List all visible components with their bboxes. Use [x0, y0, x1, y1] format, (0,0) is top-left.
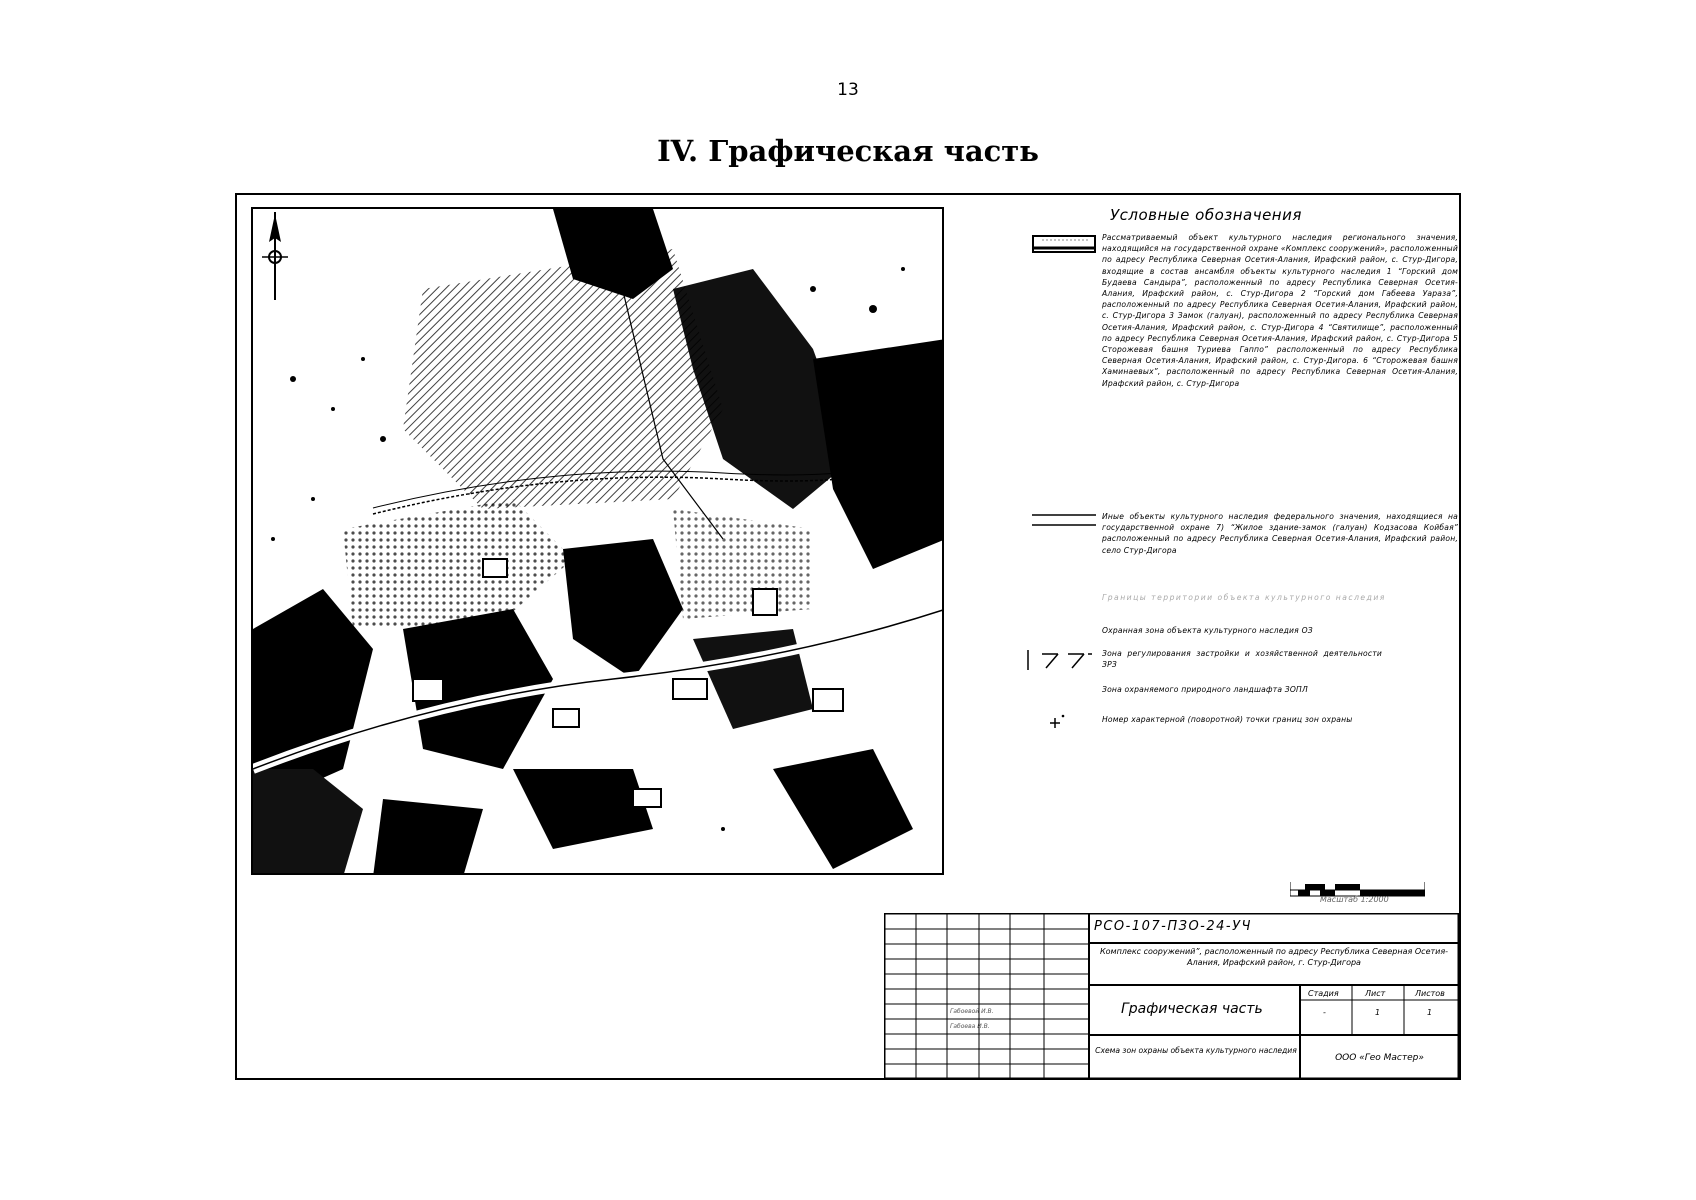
- sheets-value: 1: [1427, 1008, 1433, 1017]
- legend-symbol-heritage-object: [1032, 234, 1096, 254]
- sheets-header: Листов: [1415, 989, 1445, 998]
- legend-text-federal-objects: Иные объекты культурного наследия федерального значения, находящиеся на государственной охране 7) “Жилое здание-замок (галуан) Кодзасова Койбая” расположенный по адресу Республика Северная Осетия-Алания, Ирафский район, село Стур-Дигора: [1102, 512, 1458, 555]
- legend-title: Условные обозначения: [1110, 206, 1302, 224]
- stage-header: Стадия: [1308, 989, 1339, 998]
- organization-name: ООО «Гео Мастер»: [1335, 1053, 1424, 1063]
- legend-text-landscape-zone: Зона охраняемого природного ландшафта ЗОПЛ: [1102, 685, 1308, 694]
- scale-label: Масштаб 1:2000: [1320, 895, 1389, 904]
- legend-symbol-point-icon: [1050, 714, 1066, 728]
- north-arrow-icon: [262, 212, 288, 302]
- title-block: [884, 913, 1459, 1079]
- legend-text-faint-entry: Границы территории объекта культурного наследия: [1102, 593, 1386, 602]
- legend-symbol-federal-objects: [1032, 513, 1096, 527]
- title-block-signatory-2: Габоева И.В.: [950, 1023, 990, 1030]
- legend-symbol-regulation-zone: [1026, 648, 1098, 672]
- project-description: Комплекс сооружений”, расположенный по адресу Республика Северная Осетия-Алания, Ирафский район, г. Стур-Дигора: [1099, 947, 1449, 967]
- scheme-description: Схема зон охраны объекта культурного наследия: [1095, 1046, 1297, 1055]
- section-heading: IV. Графическая часть: [657, 134, 1039, 168]
- legend-text-heritage-object: Рассматриваемый объект культурного наследия регионального значения, находящийся на государственной охране «Комплекс сооружений», расположенный по адресу Республика Северная Осетия-Алания, Ирафский район, с. Стур-Дигора, входящие в состав ансамбля объекты культурного наследия 1 “Горский дом Будаева Сандыра”, расположенный по адресу Республика Северная Осетия-Алания, Ирафский район, с. Стур-Дигора 2 “Горский дом Габеева Уараза”, расположенный по адресу Республика Северная Осетия-Алания, Ирафский район, с. Стур-Дигора 3 Замок (галуан), расположенный по адресу Республика Северная Осетия-Алания, Ирафский район, с. Стур-Дигора 4 “Святилище”, расположенный по адресу Республика Северная Осетия-Алания, Ирафский район, с. Стур-Дигора 5 Сторожевая башня Туриева Гаппо” расположенный по адресу Республика Северная Осетия-Алания, Ирафский район, с. Стур-Дигора. 6 “Сторожевая башня Хаминаевых”, расположенный по адресу Республика Северная Осетия-Алания, Ирафский район, с. Стур-Дигора: [1102, 233, 1458, 388]
- page-number: 13: [837, 80, 859, 100]
- sheet-header: Лист: [1365, 989, 1386, 998]
- title-block-signatory-1: Габоевой И.В.: [950, 1008, 994, 1015]
- document-code: РСО-107-ПЗО-24-УЧ: [1094, 919, 1252, 934]
- aerial-map-image: [253, 209, 944, 875]
- aerial-map: [251, 207, 944, 875]
- legend-text-protection-zone: Охранная зона объекта культурного наследия ОЗ: [1102, 626, 1313, 635]
- legend-text-boundary-point: Номер характерной (поворотной) точки границ зон охраны: [1102, 715, 1353, 724]
- sheet-value: 1: [1375, 1008, 1381, 1017]
- sheet-name: Графическая часть: [1121, 1001, 1263, 1017]
- legend-text-regulation-zone: Зона регулирования застройки и хозяйственной деятельности ЗРЗ: [1102, 649, 1382, 670]
- stage-value: -: [1323, 1008, 1326, 1017]
